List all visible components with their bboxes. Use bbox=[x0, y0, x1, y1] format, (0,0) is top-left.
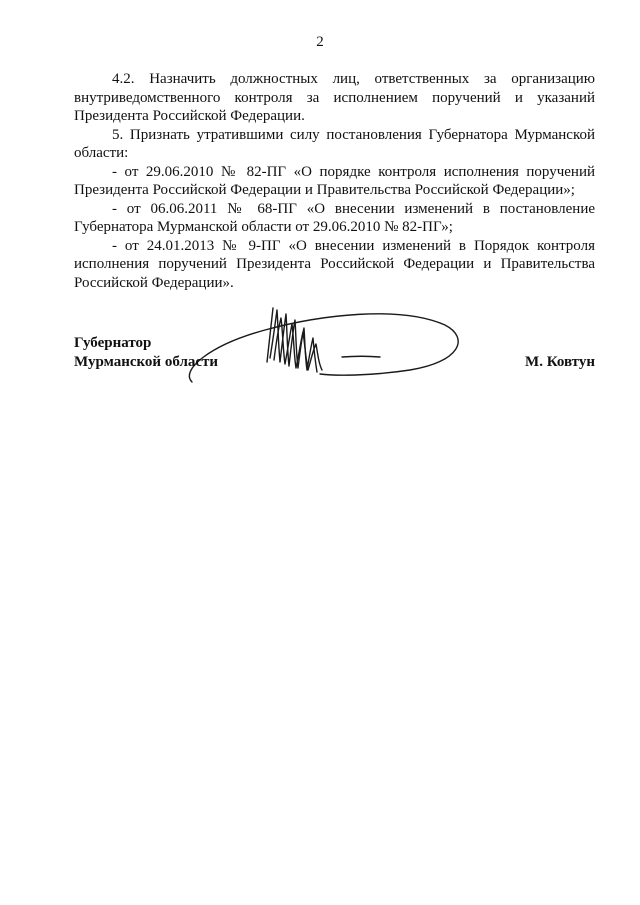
document-body bbox=[74, 70, 595, 292]
list-item-9-pg: - от 24.01.2013 № 9-ПГ «О внесении изменений в Порядок контроля исполнения поручений Президента Российской Федерации и Правительства Российской Федерации». bbox=[74, 237, 595, 291]
signature-block bbox=[74, 334, 595, 384]
list-item-68-pg: - от 06.06.2011 № 68-ПГ «О внесении изменений в постановление Губернатора Мурманской области от 29.06.2010 № 82-ПГ»; bbox=[74, 200, 595, 235]
position-line-1: Губернатор bbox=[74, 335, 152, 351]
signatory-name: М. Ковтун bbox=[525, 353, 595, 370]
paragraph-5: 5. Признать утратившими силу постановления Губернатора Мурманской области: bbox=[74, 126, 595, 161]
list-item-82-pg: - от 29.06.2010 № 82-ПГ «О порядке контроля исполнения поручений Президента Российской Федерации и Правительства Российской Федерации»; bbox=[74, 163, 595, 198]
page-number: 2 bbox=[316, 34, 324, 50]
paragraph-4-2: 4.2. Назначить должностных лиц, ответственных за организацию внутриведомственного контроля за исполнением поручений и указаний Президента Российской Федерации. bbox=[74, 71, 595, 124]
signatory-position bbox=[74, 334, 294, 371]
position-line-2: Мурманской области bbox=[74, 353, 219, 370]
